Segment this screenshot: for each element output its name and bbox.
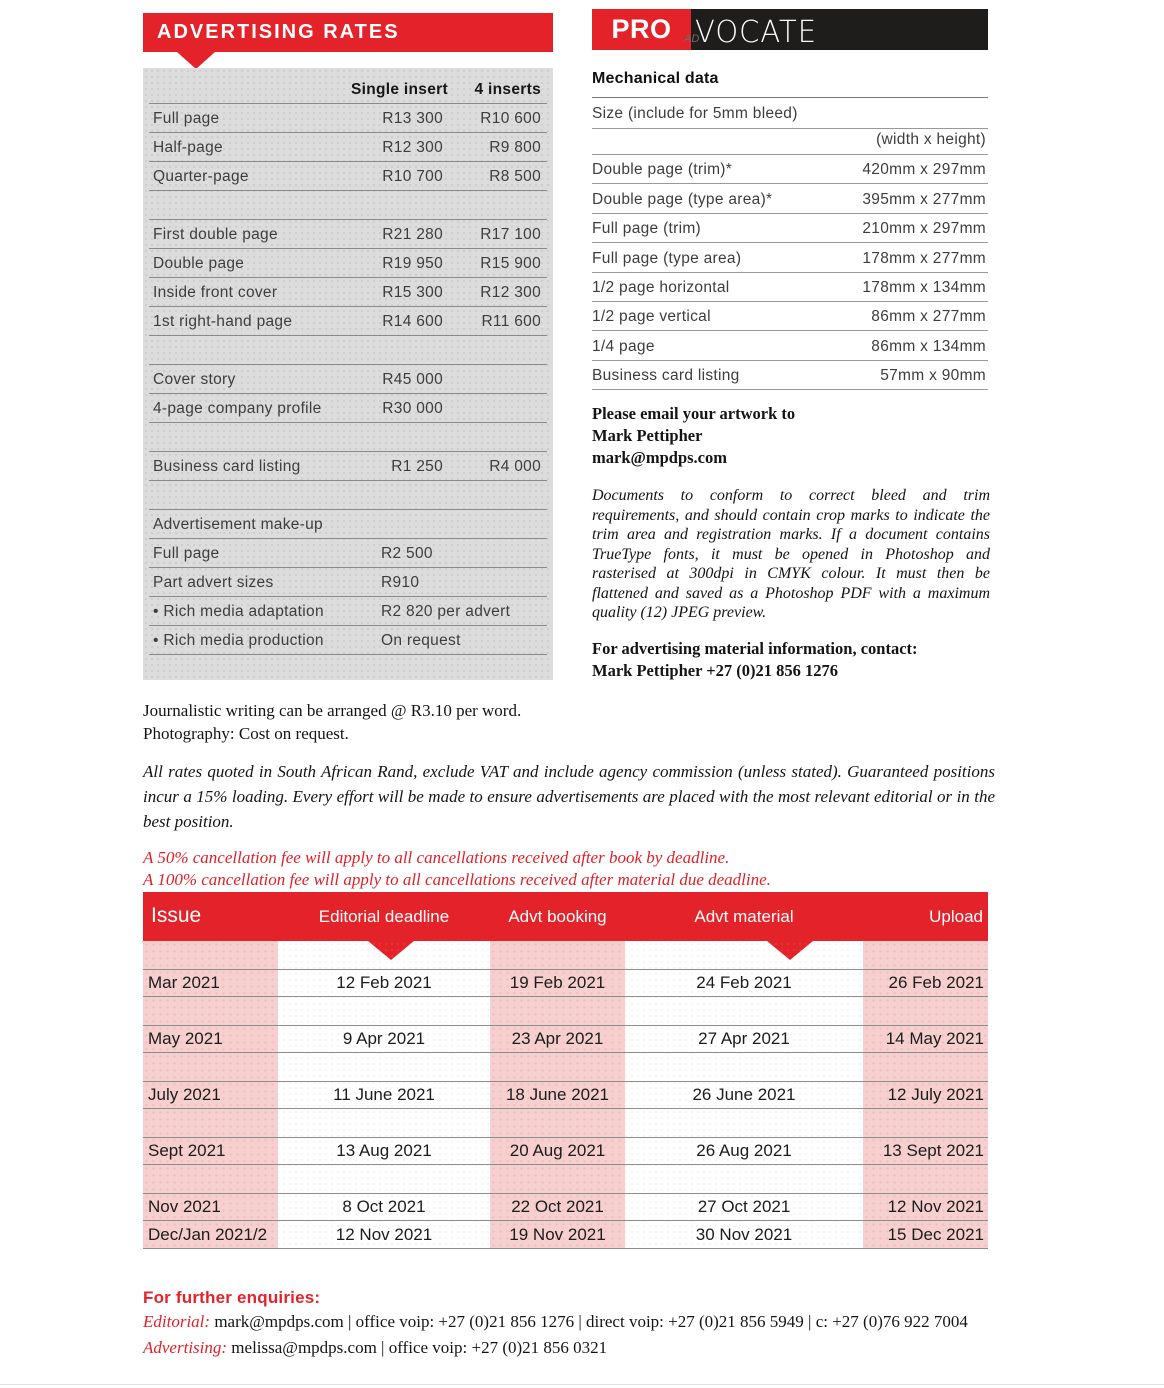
artwork-contact-name: Mark Pettipher: [592, 426, 703, 445]
table-row: 1/4 page 86mm x 134mm: [592, 331, 988, 360]
notes-section: [143, 699, 995, 891]
artwork-requirements-paragraph: Documents to conform to correct bleed and trim requirements, and should contain crop marks to indicate the trim area and registration marks. If a document contains TrueType fonts, it must be opened in Photoshop and rasterised at 300dpi in CMYK colour. It must then be flattened and saved as a Photoshop PDF with a maximum quality (12) JPEG preview.: [592, 487, 990, 621]
spacer-row: [149, 336, 547, 365]
rates-header-row: [149, 76, 547, 104]
spacer-row: [143, 1109, 988, 1137]
table-row: Double page (type area)* 395mm x 277mm: [592, 184, 988, 213]
enquiries-footer: [143, 1288, 1153, 1360]
table-row: 1/2 page vertical 86mm x 277mm: [592, 302, 988, 331]
spacer-row: [143, 941, 988, 969]
table-row: Half-page R12 300 R9 800: [149, 133, 547, 162]
rates-col-single-insert: Single insert: [351, 81, 448, 98]
size-note: Size (include for 5mm bleed): [592, 98, 988, 129]
spacer-row: [143, 1165, 988, 1193]
table-row: Mar 2021 12 Feb 2021 19 Feb 2021 24 Feb 2021 26 Feb 2021: [143, 969, 988, 997]
page-edge-line: [0, 1384, 1164, 1385]
enquiries-heading: For further enquiries:: [143, 1288, 321, 1307]
spacer-row: [143, 997, 988, 1025]
table-row: Double page (trim)* 420mm x 297mm: [592, 155, 988, 184]
table-row: Advertisement make-up: [149, 510, 547, 539]
editorial-contact-line: Editorial: mark@mpdps.com | office voip: +27 (0)21 856 1276 | direct voip: +27 (0)21 856 5949 | c: +27 (0)76 922 7004: [143, 1312, 968, 1331]
artwork-email-address: mark@mpdps.com: [592, 448, 727, 467]
table-row: • Rich media production On request: [149, 626, 547, 655]
artwork-instructions: [592, 403, 990, 682]
table-row: 1/2 page horizontal 178mm x 134mm: [592, 273, 988, 302]
table-row: Cover story R45 000: [149, 365, 547, 394]
cancellation-50-note: A 50% cancellation fee will apply to all cancellations received after book by deadline.: [143, 848, 730, 867]
banner-arrow-icon: [177, 52, 215, 69]
deadlines-schedule-table: [143, 892, 988, 1249]
advertising-label: Advertising:: [143, 1338, 228, 1357]
page-title: ADVERTISING RATES: [143, 13, 553, 52]
logo-text-ad: AD: [684, 33, 700, 45]
logo-red-block: [592, 9, 691, 50]
table-row: Business card listing 57mm x 90mm: [592, 361, 988, 390]
spacer-row: [149, 423, 547, 452]
table-row: Full page (trim) 210mm x 297mm: [592, 214, 988, 243]
rates-terms-paragraph: All rates quoted in South African Rand, exclude VAT and include agency commission (unless stated). Guaranteed positions incur a 15% loading. Every effort will be made to ensure advertisements are placed with the most relevant editorial or in the best position.: [143, 762, 995, 831]
logo-text-pro: PRO: [611, 14, 672, 44]
schedule-header-row: [143, 892, 988, 941]
table-row: • Rich media adaptation R2 820 per advert: [149, 597, 547, 626]
table-row: Nov 2021 8 Oct 2021 22 Oct 2021 27 Oct 2021 12 Nov 2021: [143, 1193, 988, 1221]
dims-note: (width x height): [592, 129, 988, 155]
advertising-rates-table: [143, 68, 553, 680]
material-info-heading: For advertising material information, contact:: [592, 638, 918, 658]
table-row: July 2021 11 June 2021 18 June 2021 26 June 2021 12 July 2021: [143, 1081, 988, 1109]
col-issue: Issue: [151, 904, 202, 927]
table-row: Business card listing R1 250 R4 000: [149, 452, 547, 481]
artwork-email-line: Please email your artwork to: [592, 404, 796, 423]
schedule-body: [143, 941, 988, 1249]
table-row: 4-page company profile R30 000: [149, 394, 547, 423]
col-upload: Upload: [929, 907, 983, 926]
spacer-row: [149, 481, 547, 510]
material-info-phone: Mark Pettipher +27 (0)21 856 1276: [592, 660, 839, 680]
table-row: May 2021 9 Apr 2021 23 Apr 2021 27 Apr 2021 14 May 2021: [143, 1025, 988, 1053]
photography-note: Photography: Cost on request.: [143, 724, 349, 743]
journalistic-note: Journalistic writing can be arranged @ R3.10 per word.: [143, 701, 522, 720]
spacer-row: [149, 191, 547, 220]
table-row: Dec/Jan 2021/2 12 Nov 2021 19 Nov 2021 30 Nov 2021 15 Dec 2021: [143, 1221, 988, 1249]
provocate-logo: [592, 9, 988, 50]
advertising-contact-line: Advertising: melissa@mpdps.com | office voip: +27 (0)21 856 0321: [143, 1338, 608, 1357]
table-row: Inside front cover R15 300 R12 300: [149, 278, 547, 307]
col-advt-booking: Advt booking: [508, 907, 607, 926]
table-row: Full page R13 300 R10 600: [149, 104, 547, 133]
mechanical-data-title: Mechanical data: [592, 70, 988, 98]
col-editorial-deadline: Editorial deadline: [318, 907, 450, 926]
cancellation-100-note: A 100% cancellation fee will apply to all cancellations received after material due deadline.: [143, 870, 771, 889]
mechanical-data-table: [592, 70, 988, 390]
editorial-label: Editorial:: [143, 1312, 211, 1331]
table-row: Full page (type area) 178mm x 277mm: [592, 243, 988, 272]
table-row: Part advert sizes R910: [149, 568, 547, 597]
table-row: 1st right-hand page R14 600 R11 600: [149, 307, 547, 336]
rates-col-4-inserts: 4 inserts: [474, 81, 541, 98]
table-row: Quarter-page R10 700 R8 500: [149, 162, 547, 191]
col-advt-material: Advt material: [694, 907, 794, 926]
table-row: First double page R21 280 R17 100: [149, 220, 547, 249]
table-row: Sept 2021 13 Aug 2021 20 Aug 2021 26 Aug 2021 13 Sept 2021: [143, 1137, 988, 1165]
table-row: Full page R2 500: [149, 539, 547, 568]
spacer-row: [143, 1053, 988, 1081]
table-row: Double page R19 950 R15 900: [149, 249, 547, 278]
logo-text-vocate: VOCATE: [695, 14, 818, 50]
